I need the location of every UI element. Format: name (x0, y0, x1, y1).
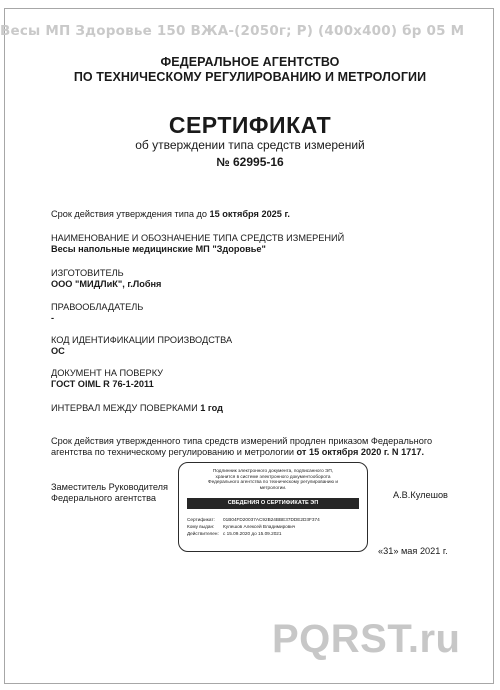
extension-order: от 15 октября 2020 г. N 1717. (296, 447, 425, 457)
agency-header (0, 55, 500, 85)
interval-line (51, 403, 223, 414)
ident-section (51, 335, 232, 357)
stamp-header-line-1: Подлинник электронного документа, подписанного ЭП, (212, 468, 334, 473)
stamp-row-owner (187, 523, 361, 530)
verification-doc-section (51, 368, 163, 390)
certificate-title: СЕРТИФИКАТ (168, 112, 332, 138)
stamp-cert-value: 01B04FD20037AC92B24BBE37DDE2D3F374 (223, 517, 320, 522)
certificate-subtitle: об утверждении типа средств измерений (135, 138, 365, 152)
owner-label: ПРАВООБЛАДАТЕЛЬ (51, 302, 144, 312)
ident-value: ОС (51, 346, 65, 356)
stamp-header-line-3: Федерального агентства по техническому регулированию и (208, 479, 338, 485)
stamp-valid-label: Действителен: (187, 531, 219, 536)
naming-label: НАИМЕНОВАНИЕ И ОБОЗНАЧЕНИЕ ТИПА СРЕДСТВ ИЗМЕРЕНИЙ (51, 233, 345, 243)
extension-text: Срок действия утвержденного типа средств измерений продлен приказом Федерального агентства по техническому регулированию и метрологии (51, 436, 433, 457)
certificate-number: № 62995-16 (216, 155, 284, 169)
manufacturer-section (51, 268, 161, 290)
stamp-header-line-4: метрологии. (259, 484, 287, 490)
ident-label: КОД ИДЕНТИФИКАЦИИ ПРОИЗВОДСТВА (51, 335, 233, 345)
stamp-owner-label: Кому выдан: (187, 524, 215, 529)
position-line-2: Федерального агентства (51, 493, 156, 503)
top-watermark: Весы МП Здоровье 150 ВЖА-(2050г; Р) (400х400) бр 05 М (0, 23, 465, 39)
agency-line-2: ПО ТЕХНИЧЕСКОМУ РЕГУЛИРОВАНИЮ И МЕТРОЛОГИИ (73, 70, 427, 84)
naming-value: Весы напольные медицинские МП "Здоровье" (51, 244, 266, 254)
validity-line (51, 209, 290, 220)
stamp-title-bar: СВЕДЕНИЯ О СЕРТИФИКАТЕ ЭП (187, 498, 359, 509)
agency-line-1: ФЕДЕРАЛЬНОЕ АГЕНТСТВО (160, 55, 340, 69)
stamp-header-line-2: хранится в системе электронного документооборота (215, 473, 331, 479)
type-naming-section (51, 233, 344, 255)
interval-value: 1 год (200, 403, 223, 413)
issue-date: «31» мая 2021 г. (378, 546, 448, 556)
stamp-header (187, 468, 359, 490)
bottom-watermark: PQRST.ru (272, 617, 461, 661)
position-line-1: Заместитель Руководителя (51, 482, 169, 492)
stamp-owner-value: Кулешов Алексей Владимирович (223, 524, 296, 529)
manufacturer-value: ООО "МИДЛиК", г.Лобня (51, 279, 162, 289)
owner-value: - (51, 313, 55, 323)
verification-doc-label: ДОКУМЕНТ НА ПОВЕРКУ (51, 368, 163, 378)
owner-section (51, 302, 143, 324)
interval-label: ИНТЕРВАЛ МЕЖДУ ПОВЕРКАМИ (51, 403, 198, 413)
stamp-valid-value: с 15.09.2020 до 15.09.2021 (223, 531, 282, 536)
signatory-position (51, 482, 168, 504)
stamp-details (187, 516, 361, 537)
manufacturer-label: ИЗГОТОВИТЕЛЬ (51, 268, 124, 278)
validity-date: 15 октября 2025 г. (209, 209, 290, 219)
signatory-name: А.В.Кулешов (393, 490, 448, 500)
extension-paragraph (51, 436, 451, 458)
verification-doc-value: ГОСТ OIML R 76-1-2011 (51, 379, 154, 389)
validity-label: Срок действия утверждения типа до (51, 209, 207, 219)
stamp-cert-label: Сертификат: (187, 517, 215, 522)
stamp-row-certificate (187, 516, 361, 523)
stamp-row-validity (187, 530, 361, 537)
electronic-signature-stamp (178, 462, 368, 552)
